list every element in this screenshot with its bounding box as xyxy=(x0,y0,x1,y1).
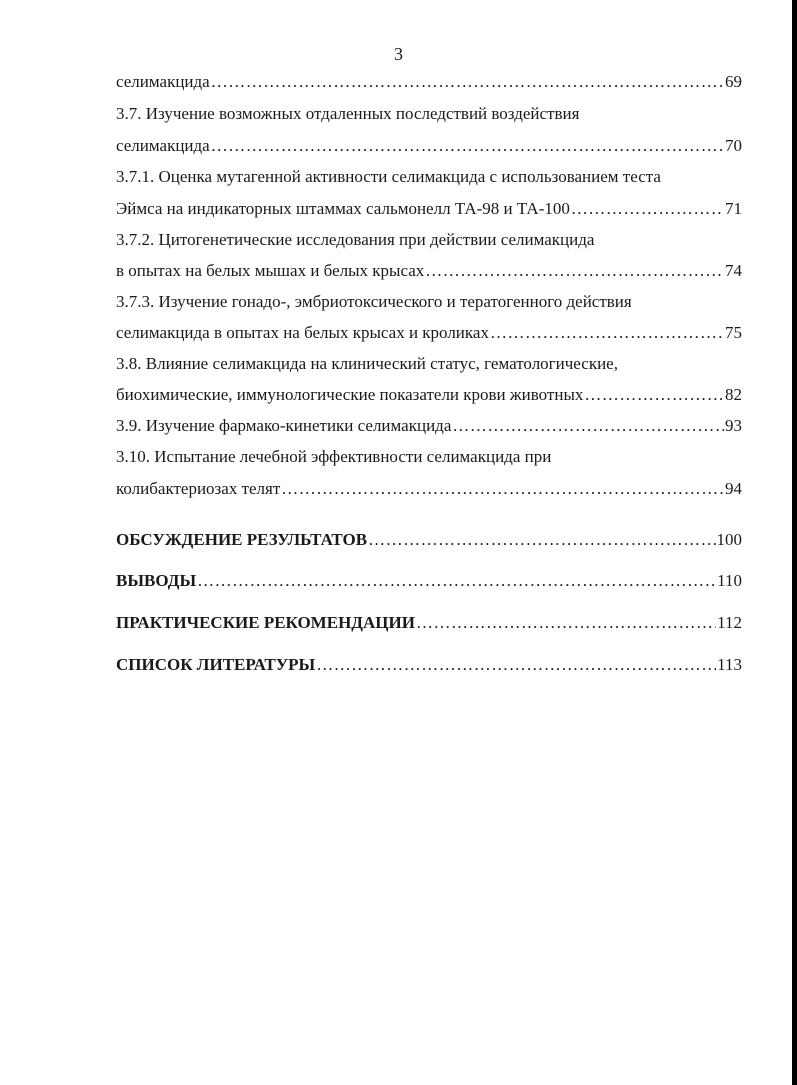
toc-entry[interactable] xyxy=(116,351,742,377)
toc-section-title: ОБСУЖДЕНИЕ РЕЗУЛЬТАТОВ xyxy=(116,530,368,549)
toc-entry[interactable] xyxy=(116,101,742,127)
leader-dots xyxy=(490,320,724,346)
toc-section-page: 100 xyxy=(716,530,742,549)
toc-entry-page: 69 xyxy=(725,72,742,91)
leader-dots xyxy=(368,527,715,553)
toc-entry-page: 94 xyxy=(725,479,742,498)
toc-entry-text: биохимические, иммунологические показатели крови животных xyxy=(116,385,584,404)
toc-entry[interactable] xyxy=(116,69,742,95)
toc-entry-text: селимакцида xyxy=(116,136,210,155)
toc-entry-text: селимакцида xyxy=(116,72,210,91)
toc-entry-text: 3.7.1. Оценка мутагенной активности селимакцида с использованием теста xyxy=(116,167,661,186)
toc-entry[interactable] xyxy=(116,258,742,284)
toc-entry-page: 75 xyxy=(725,323,742,342)
leader-dots xyxy=(211,69,724,95)
toc-section-title: ВЫВОДЫ xyxy=(116,571,197,590)
toc-entry[interactable] xyxy=(116,227,742,253)
toc-entry[interactable] xyxy=(116,320,742,346)
leader-dots xyxy=(425,258,724,284)
leader-dots xyxy=(416,610,716,636)
leader-dots xyxy=(211,133,724,159)
page-number: 3 xyxy=(394,44,403,64)
leader-dots xyxy=(584,382,724,408)
toc-entry-text: в опытах на белых мышах и белых крысах xyxy=(116,261,425,280)
toc-entry-text: селимакцида в опытах на белых крысах и кроликах xyxy=(116,323,489,342)
toc-entry[interactable] xyxy=(116,196,742,222)
toc-entry[interactable] xyxy=(116,413,742,439)
toc-section-title: СПИСОК ЛИТЕРАТУРЫ xyxy=(116,655,316,674)
toc-entry-page: 74 xyxy=(725,261,742,280)
toc-section[interactable] xyxy=(116,527,742,553)
leader-dots xyxy=(197,568,716,594)
toc-entry[interactable] xyxy=(116,476,742,502)
toc-section[interactable] xyxy=(116,652,742,678)
toc-entry[interactable] xyxy=(116,382,742,408)
toc-entry-page: 82 xyxy=(725,385,742,404)
toc-section-page: 113 xyxy=(717,655,742,674)
toc-section-title: ПРАКТИЧЕСКИЕ РЕКОМЕНДАЦИИ xyxy=(116,613,415,632)
toc-section-page: 110 xyxy=(717,571,742,590)
toc-section[interactable] xyxy=(116,610,742,636)
leader-dots xyxy=(281,476,724,502)
toc-entry-text: 3.9. Изучение фармако-кинетики селимакцида xyxy=(116,416,452,435)
page-edge xyxy=(792,0,797,1085)
toc-entry-page: 93 xyxy=(725,416,742,435)
toc-entry[interactable] xyxy=(116,164,742,190)
toc-section[interactable] xyxy=(116,568,742,594)
toc-entry[interactable] xyxy=(116,133,742,159)
toc-entry[interactable] xyxy=(116,444,742,470)
leader-dots xyxy=(316,652,716,678)
toc-entry-text: 3.8. Влияние селимакцида на клинический статус, гематологические, xyxy=(116,354,618,373)
leader-dots xyxy=(571,196,724,222)
toc-entry-text: 3.7.2. Цитогенетические исследования при действии селимакцида xyxy=(116,230,595,249)
leader-dots xyxy=(452,413,724,439)
toc-entry-text: 3.10. Испытание лечебной эффективности селимакцида при xyxy=(116,447,552,466)
toc-section-page: 112 xyxy=(717,613,742,632)
toc-entry-text: колибактериозах телят xyxy=(116,479,281,498)
toc-entry-page: 70 xyxy=(725,136,742,155)
toc-entry-text: Эймса на индикаторных штаммах сальмонелл ТА-98 и ТА-100 xyxy=(116,199,570,218)
toc-entry-page: 71 xyxy=(725,199,742,218)
toc-entry-text: 3.7. Изучение возможных отдаленных последствий воздействия xyxy=(116,104,580,123)
toc-entry[interactable] xyxy=(116,289,742,315)
toc-entry-text: 3.7.3. Изучение гонадо-, эмбриотоксического и тератогенного действия xyxy=(116,292,632,311)
